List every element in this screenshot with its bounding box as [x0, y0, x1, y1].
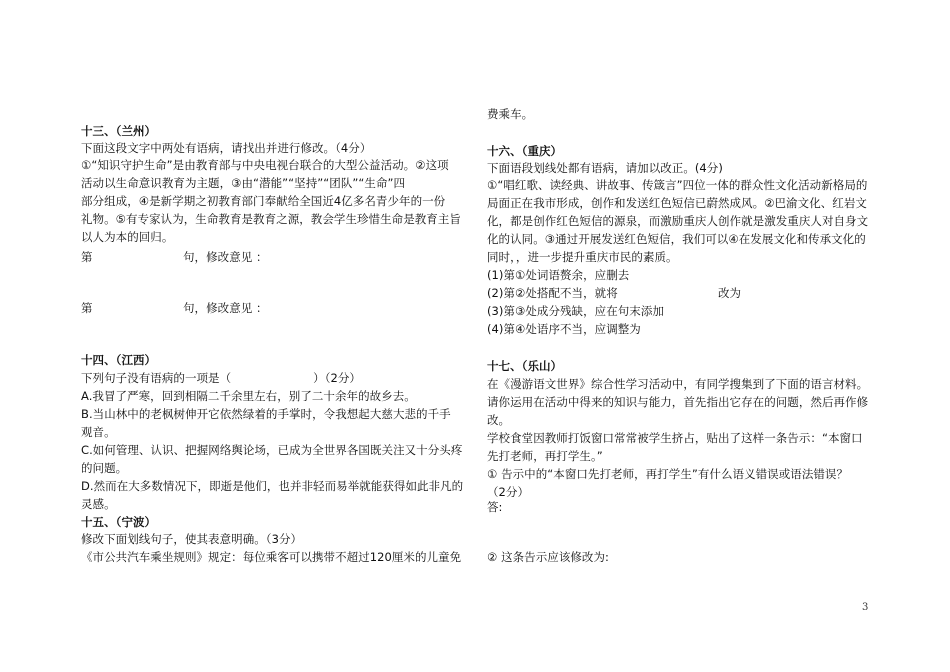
- q16-passage-line: ①“唱红歌、读经典、讲故事、传箴言”四位一体的群众性文化活动新格局的: [487, 178, 868, 192]
- q17-intro-line: 学校食堂因教师打饭窗口常常被学生挤占，贴出了这样一条告示：“本窗口: [487, 431, 863, 445]
- q17-intro-line: （2分）: [487, 485, 530, 499]
- q14-stem-end: ）（2分）: [313, 371, 361, 385]
- q13-passage-line: ①“知识守护生命”是由教育部与中央电视台联合的大型公益活动。②这项: [81, 158, 449, 172]
- q14-stem: [81, 370, 361, 386]
- q15-instruction: 修改下面划线句子，使其表意明确。（3分）: [81, 532, 303, 546]
- q16-item-tail: 改为: [718, 286, 742, 300]
- q14-option-line: 的问题。: [81, 461, 128, 475]
- q16-item-text: (2)第②处搭配不当，就将: [487, 286, 618, 300]
- q13-instruction: 下面这段文字中两处有语病，请找出并进行修改。（4分）: [81, 141, 372, 155]
- q16-instruction: 下面语段划线处都有语病，请加以改正。(4分): [487, 161, 723, 175]
- q13-passage-line: 活动以生命意识教育为主题，③由“潜能”“坚持”“团队”“生命”四: [81, 176, 406, 190]
- q14-option-line: A.我冒了严寒，回到相隔二千余里左右，别了二十余年的故乡去。: [81, 389, 416, 403]
- q17-intro-line: 改。: [487, 413, 511, 427]
- answer-row-suffix: 句，修改意见 ：: [183, 250, 268, 264]
- q16-item: (4)第④处语序不当，应调整为: [487, 322, 641, 336]
- q16-passage-line: 局面正在我市形成，创作和发送红色短信已蔚然成风。②巴渝文化、红岩文: [487, 196, 867, 210]
- q16-passage-line: 同时，，进一步提升重庆市民的素质。: [487, 250, 678, 264]
- q17-intro-line: 在《漫游语文世界》综合性学习活动中，有同学搜集到了下面的语言材料。: [487, 377, 869, 391]
- q15-title: 十五、（宁波）: [81, 515, 157, 529]
- answer-row-suffix: 句，修改意见 ：: [183, 301, 268, 315]
- q14-option-line: D.然而在大多数情况下，即逝是他们，也并非轻而易举就能获得如此非凡的: [81, 479, 464, 493]
- q17-answer-label: 答:: [487, 500, 503, 514]
- q17-intro-line: ① 告示中的“本窗口先打老师，再打学生”有什么语义错误或语法错误？: [487, 467, 849, 481]
- q14-option-line: 灵感。: [81, 497, 116, 511]
- q13-passage-line: 以人为本的回归。: [81, 230, 174, 244]
- q14-title: 十四、（江西）: [81, 353, 157, 367]
- q17-intro-line: 先打老师，再打学生。”: [487, 449, 603, 463]
- page-number: 3: [862, 602, 869, 613]
- q14-option-line: 观音。: [81, 425, 116, 439]
- q13-answer-row: [81, 249, 268, 265]
- q17-intro-line: 请你运用在活动中得来的知识与能力，首先指出它存在的问题，然后再作修: [487, 395, 869, 409]
- q15-sentence-line: 《市公共汽车乘坐规则》规定：每位乘客可以携带不超过120厘米的儿童免: [81, 550, 462, 564]
- q16-title: 十六、（重庆）: [487, 144, 563, 158]
- q13-answer-row: [81, 300, 268, 316]
- q17-question-2: ② 这条告示应该修改为:: [487, 550, 609, 564]
- answer-row-prefix: 第: [81, 301, 93, 315]
- q13-passage-line: 礼物。⑤有专家认为，生命教育是教育之源，教会学生珍惜生命是教育主旨: [81, 212, 461, 226]
- q14-option-line: B.当山林中的老枫树伸开它依然绿着的手掌时，令我想起大慈大悲的千手: [81, 407, 451, 421]
- q15-sentence-continued: 费乘车。: [487, 107, 534, 121]
- q13-title: 十三、（兰州）: [81, 124, 157, 138]
- q16-passage-line: 化的认同。③通过开展发送红色短信，我们可以④在发展文化和传承文化的: [487, 232, 866, 246]
- q14-stem-start: 下列句子没有语病的一项是（: [81, 371, 232, 385]
- answer-row-prefix: 第: [81, 250, 93, 264]
- q16-item: [487, 285, 741, 301]
- q16-item: (3)第③处成分残缺，应在句末添加: [487, 304, 664, 318]
- q16-item: (1)第①处词语赘余，应删去: [487, 268, 630, 282]
- q14-option-line: C.如何管理、认识、把握网络舆论场，已成为全世界各国既关注又十分头疼: [81, 443, 463, 457]
- q17-title: 十七、（乐山）: [487, 359, 563, 373]
- q16-passage-line: 化，都是创作红色短信的源泉，而激励重庆人创作就是激发重庆人对自身文: [487, 214, 869, 228]
- q13-passage-line: 部分组成，④是新学期之初教育部门奉献给全国近4亿多名青少年的一份: [81, 194, 446, 208]
